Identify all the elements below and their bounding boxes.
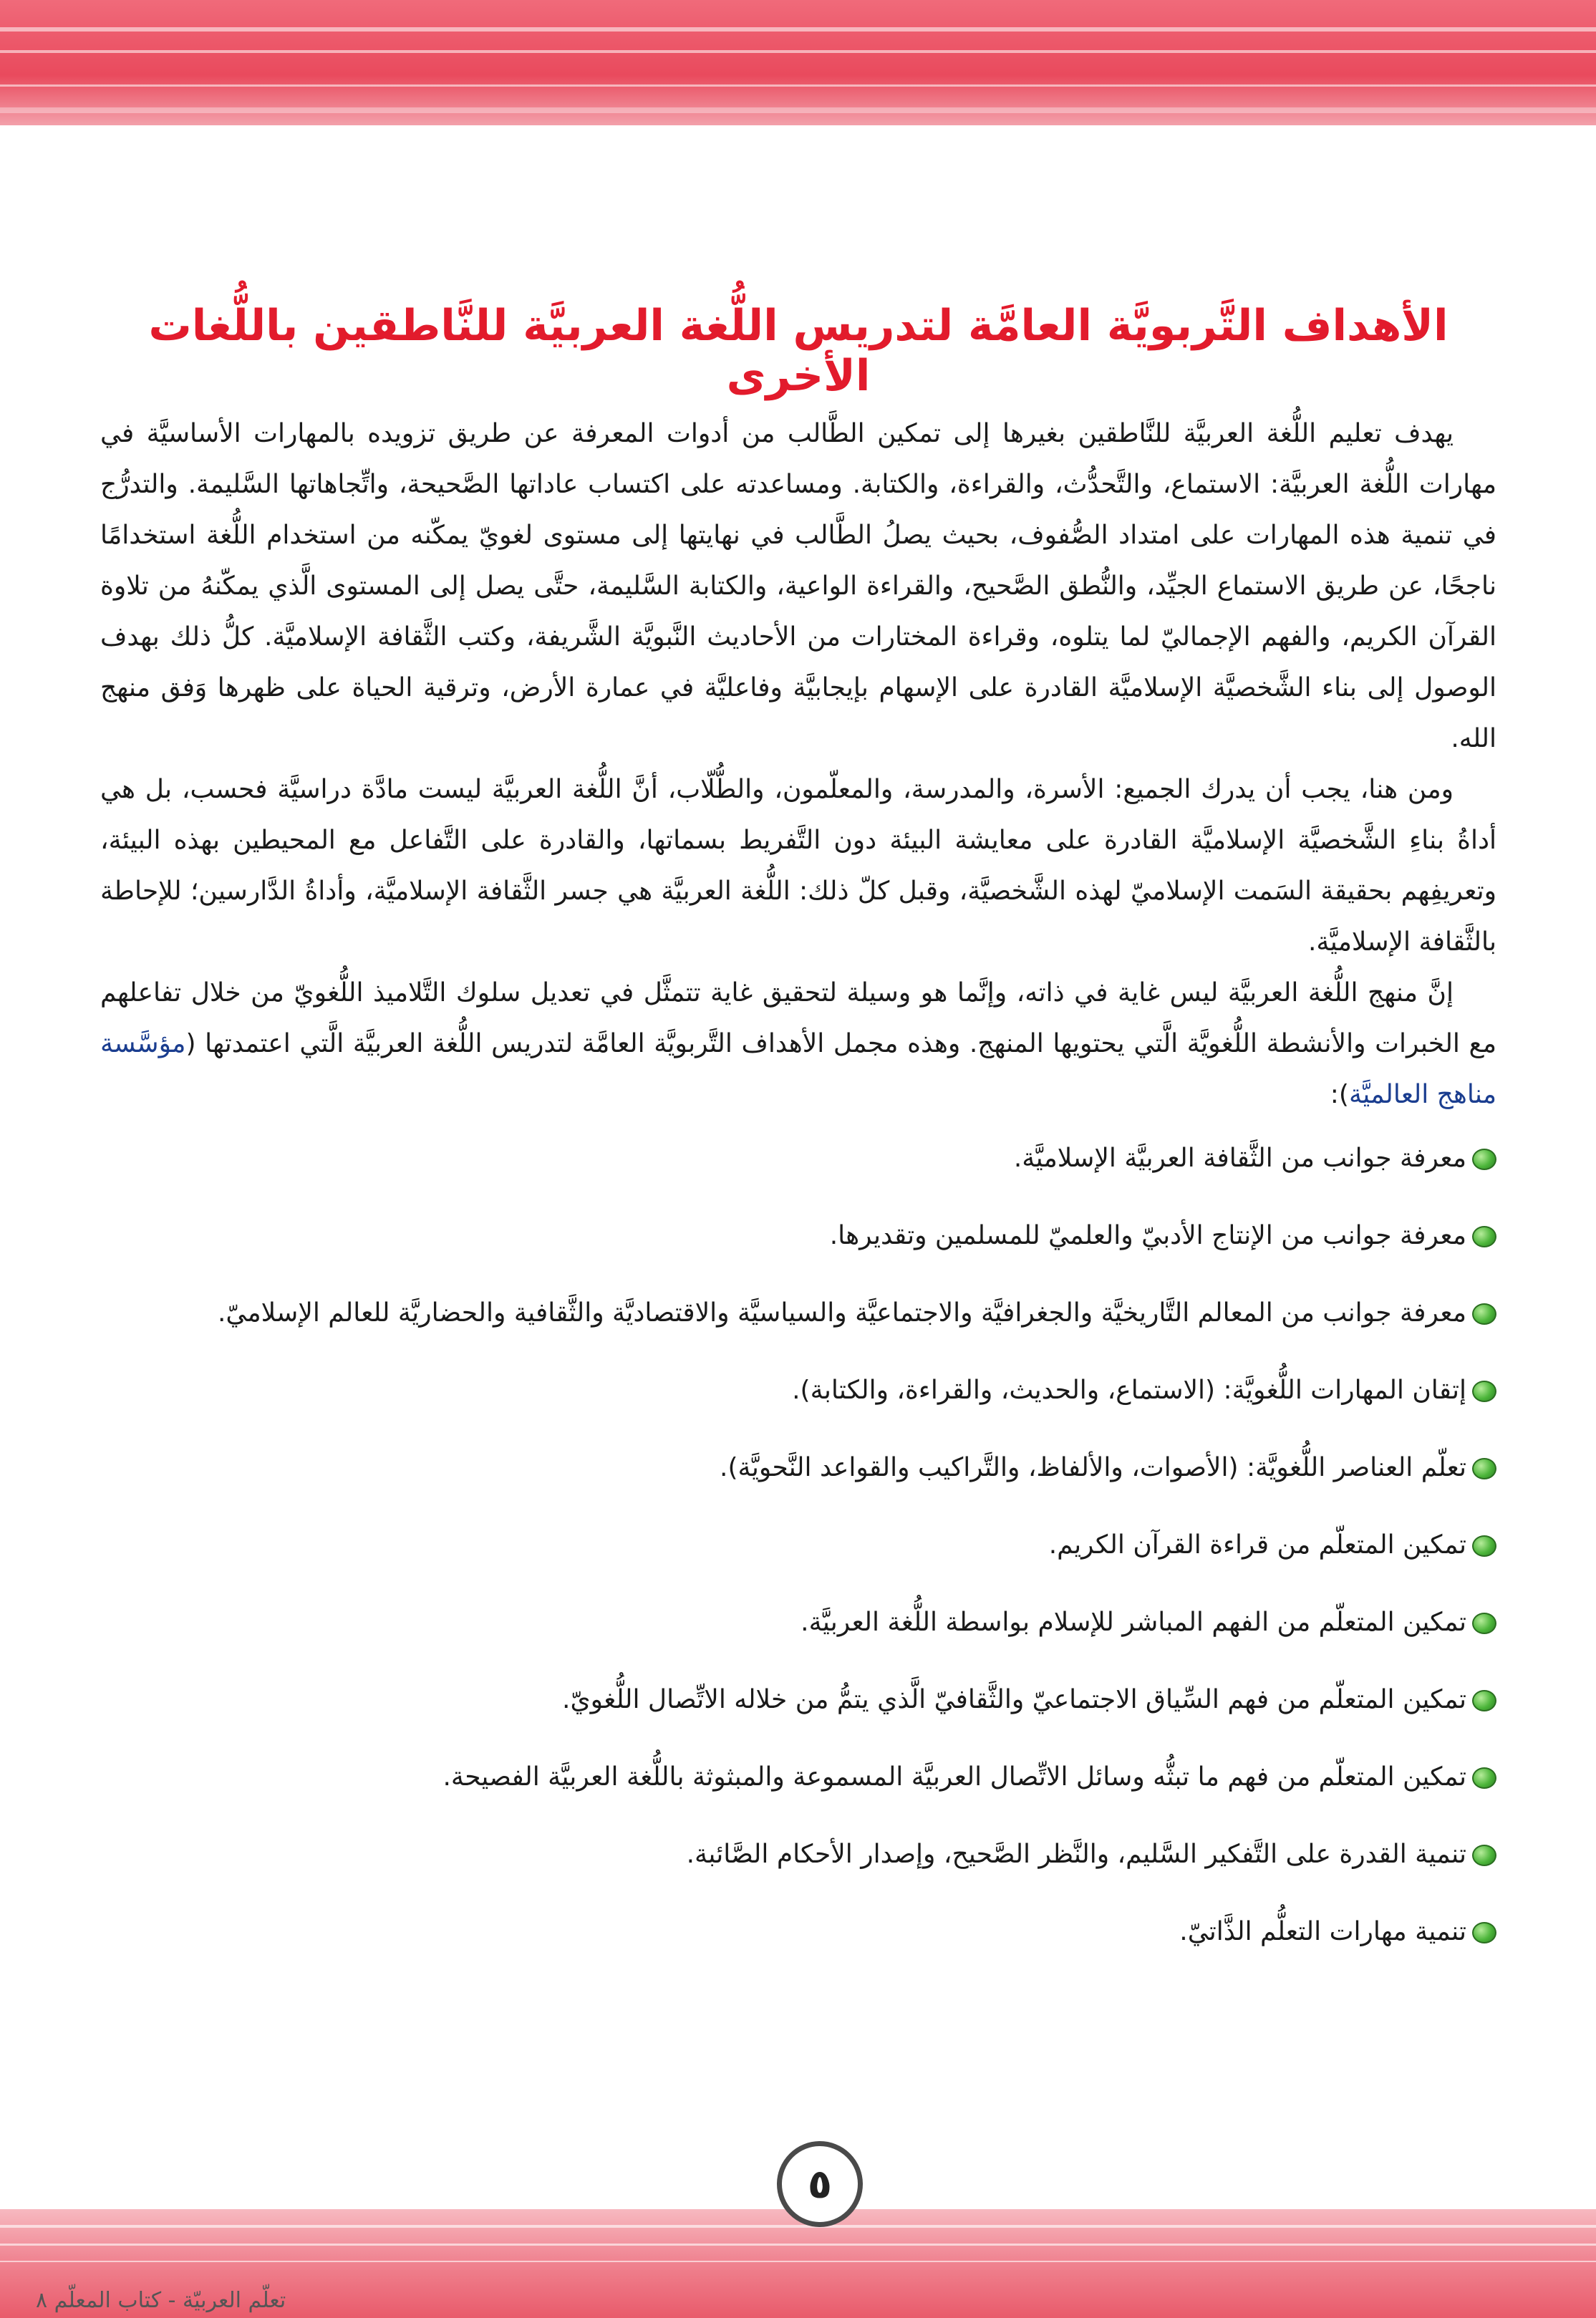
list-item [100, 1674, 1496, 1726]
objective-text: معرفة جوانب من المعالم التَّاريخيَّة والجغرافيَّة والاجتماعيَّة والسياسيَّة والاقتصاديَّة والثَّقافية والحضاريَّة للعالم الإسلاميّ. [217, 1298, 1466, 1328]
green-circle-bullet-icon [1472, 1149, 1496, 1170]
objective-text: تمكين المتعلّم من قراءة القرآن الكريم. [1048, 1530, 1466, 1560]
objective-text: تمكين المتعلّم من فهم السِّياق الاجتماعيّ والثَّقافيّ الَّذي يتمُّ من خلاله الاتِّصال اللُّغويّ. [562, 1685, 1466, 1714]
paragraph-3-text-after: ): [1330, 1080, 1349, 1109]
list-item [100, 1133, 1496, 1184]
green-circle-bullet-icon [1472, 1613, 1496, 1634]
green-circle-bullet-icon [1472, 1303, 1496, 1325]
band-stripe [0, 27, 1596, 32]
list-item [100, 1520, 1496, 1571]
green-circle-bullet-icon [1472, 1845, 1496, 1866]
list-item [100, 1442, 1496, 1494]
band-stripe [0, 2261, 1596, 2262]
paragraph-3-text-before: إنَّ منهج اللُّغة العربيَّة ليس غاية في ذاته، وإنَّما هو وسيلة لتحقيق غاية تتمثَّل في تعديل سلوك التَّلاميذ اللُّغويّ من خلال تفاعلهم مع الخبرات والأنشطة اللُّغويَّة الَّتي يحتويها المنهج. وهذه مجمل الأهداف التَّربويَّة العامَّة لتدريس اللُّغة العربيَّة الَّتي اعتمدتها ( [100, 978, 1496, 1058]
band-stripe [0, 50, 1596, 53]
page-title: الأهداف التَّربويَّة العامَّة لتدريس اللُّغة العربيَّة للنَّاطقين باللُّغات الأخرى [148, 301, 1449, 401]
footer-book-title: تعلّم العربيّة - كتاب المعلّم ٨ [36, 2288, 286, 2313]
objective-text: إتقان المهارات اللُّغويَّة: (الاستماع، والحديث، والقراءة، والكتابة). [792, 1376, 1466, 1405]
band-stripe [0, 107, 1596, 113]
green-circle-bullet-icon [1472, 1458, 1496, 1479]
green-circle-bullet-icon [1472, 1922, 1496, 1943]
band-stripe [0, 2225, 1596, 2228]
list-item [100, 1597, 1496, 1648]
green-circle-bullet-icon [1472, 1690, 1496, 1711]
objective-text: تنمية مهارات التعلُّم الذَّاتيّ. [1179, 1917, 1466, 1946]
objective-text: تمكين المتعلّم من فهم ما تبثُّه وسائل الاتِّصال العربيَّة المسموعة والمبثوثة باللُّغة العربيَّة الفصيحة. [442, 1762, 1466, 1792]
page-body [100, 408, 1496, 1984]
band-stripe [0, 2244, 1596, 2246]
green-circle-bullet-icon [1472, 1767, 1496, 1789]
page-number: ٥ [777, 2141, 863, 2227]
paragraph-1: يهدف تعليم اللُّغة العربيَّة للنَّاطقين بغيرها إلى تمكين الطَّالب من أدوات المعرفة عن طريق تزويده بالمهارات الأساسيَّة في مهارات اللُّغة العربيَّة: الاستماع، والتَّحدُّث، والقراءة، والكتابة. ومساعدته على اكتساب عاداتها الصَّحيحة، واتِّجاهاتها السَّليمة. والتدرُّج في تنمية هذه المهارات على امتداد الصُّفوف، بحيث يصلُ الطَّالب في نهايتها إلى مستوى لغويّ يمكّنه من استخدام اللُّغة استخدامًا ناجحًا، عن طريق الاستماع الجيِّد، والنُّطق الصَّحيح، والقراءة الواعية، والكتابة السَّليمة، حتَّى يصل إلى المستوى الَّذي يمكّنهُ من تلاوة القرآن الكريم، والفهم الإجماليّ لما يتلوه، وقراءة المختارات من الأحاديث النَّبويَّة الشَّريفة، وكتب الثَّقافة الإسلاميَّة. كلُّ ذلك بهدف الوصول إلى بناء الشَّخصيَّة الإسلاميَّة القادرة على الإسهام بإيجابيَّة وفاعليَّة في عمارة الأرض، وترقية الحياة على ظهرها وَفق منهج الله. [100, 419, 1496, 753]
objective-text: تنمية القدرة على التَّفكير السَّليم، والنَّظر الصَّحيح، وإصدار الأحكام الصَّائبة. [686, 1840, 1466, 1869]
list-item [100, 1210, 1496, 1262]
objective-text: معرفة جوانب من الثَّقافة العربيَّة الإسلاميَّة. [1013, 1144, 1466, 1173]
green-circle-bullet-icon [1472, 1226, 1496, 1247]
paragraph-3 [100, 967, 1496, 1120]
paragraph-2: ومن هنا، يجب أن يدرك الجميع: الأسرة، والمدرسة، والمعلّمون، والطُّلّاب، أنَّ اللُّغة العربيَّة ليست مادَّة دراسيَّة فحسب، بل هي أداةُ بناءِ الشَّخصيَّة الإسلاميَّة القادرة على معايشة البيئة دون التَّفريط بسماتها، والقادرة على التَّفاعل مع المحيطين بهذه البيئة، وتعريفِهم بحقيقة السَمت الإسلاميّ لهذه الشَّخصيَّة، وقبل كلّ ذلك: اللُّغة العربيَّة هي جسر الثَّقافة الإسلاميَّة، وأداةُ الدَّارسين؛ للإحاطة بالثَّقافة الإسلاميَّة. [100, 775, 1496, 957]
objective-text: تمكين المتعلّم من الفهم المباشر للإسلام بواسطة اللُّغة العربيَّة. [801, 1608, 1466, 1637]
list-item [100, 1365, 1496, 1416]
objective-text: تعلّم العناصر اللُّغويَّة: (الأصوات، والألفاظ، والتَّراكيب والقواعد النَّحويَّة). [720, 1453, 1466, 1482]
list-item [100, 1829, 1496, 1880]
list-item [100, 1288, 1496, 1339]
institution-name-highlight: مؤسَّسة مناهج العالميَّة [100, 1029, 1496, 1109]
objective-text: معرفة جوانب من الإنتاج الأدبيّ والعلميّ للمسلمين وتقديرها. [829, 1221, 1466, 1250]
band-stripe [0, 84, 1596, 87]
objectives-list [100, 1133, 1496, 1958]
list-item [100, 1752, 1496, 1803]
top-decorative-band [0, 0, 1596, 125]
list-item [100, 1906, 1496, 1958]
green-circle-bullet-icon [1472, 1535, 1496, 1557]
green-circle-bullet-icon [1472, 1381, 1496, 1402]
